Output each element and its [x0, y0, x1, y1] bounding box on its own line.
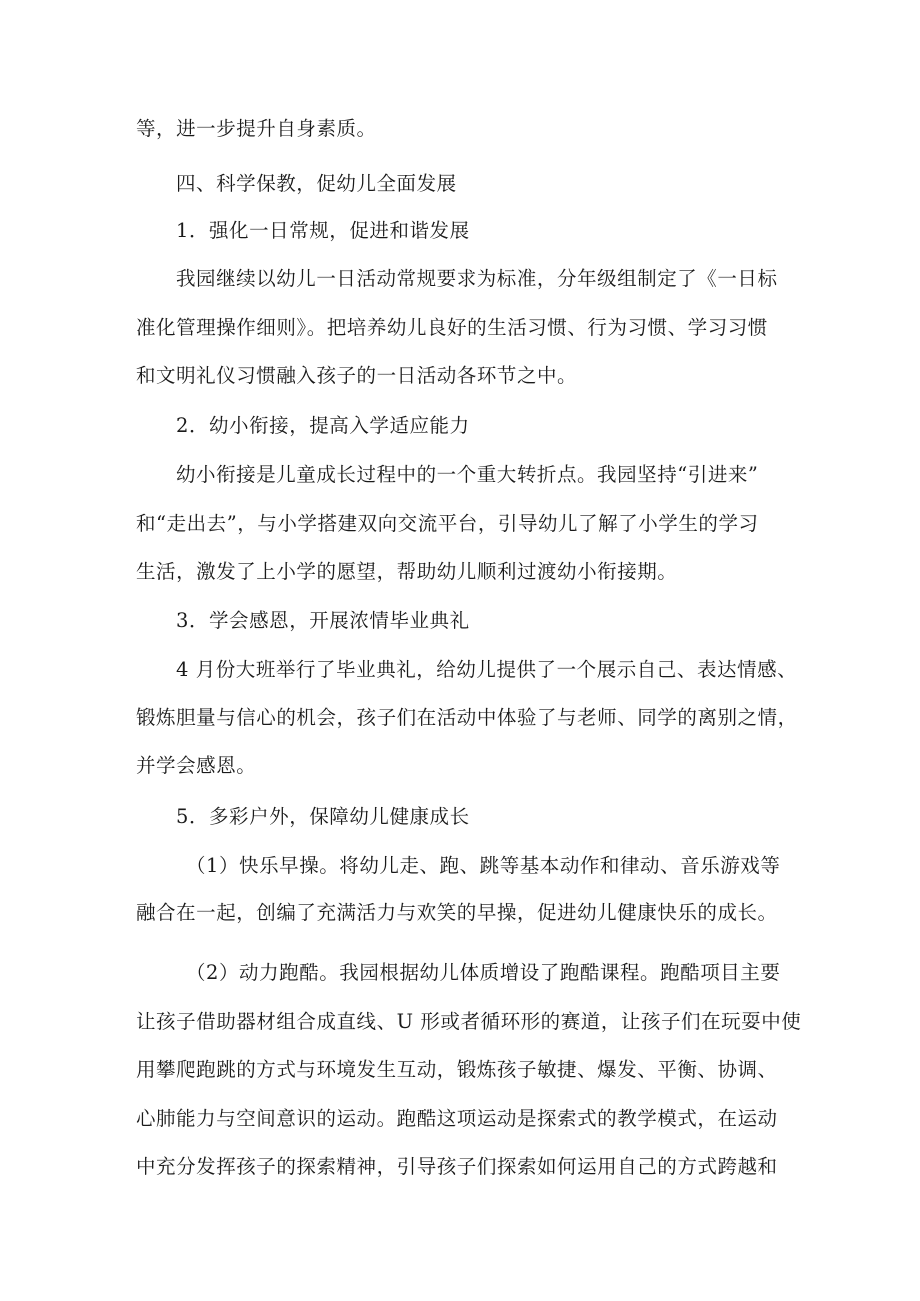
paragraph-line: 和“走出去”，与小学搭建双向交流平台，引导幼儿了解了小学生的学习	[136, 512, 759, 535]
paragraph-line: 用攀爬跑跳的方式与环境发生互动，锻炼孩子敏捷、爆发、平衡、协调、	[136, 1058, 778, 1081]
paragraph-line: 锻炼胆量与信心的机会，孩子们在活动中体验了与老师、同学的离别之情，	[136, 706, 798, 729]
paragraph-line: 我园继续以幼儿一日活动常规要求为标准，分年级组制定了《一日标	[176, 267, 778, 290]
paragraph-line: 准化管理操作细则》。把培养幼儿良好的生活习惯、行为习惯、学习习惯	[136, 316, 768, 339]
subsection-heading: 1．强化一日常规，促进和谐发展	[176, 219, 470, 242]
paragraph-line: （1）快乐早操。将幼儿走、跑、跳等基本动作和律动、音乐游戏等	[186, 854, 781, 877]
paragraph-line: 让孩子借助器材组合成直线、U 形或者循环形的赛道，让孩子们在玩耍中使	[136, 1010, 802, 1033]
paragraph-line: 中充分发挥孩子的探索精神，引导孩子们探索如何运用自己的方式跨越和	[136, 1155, 778, 1178]
subsection-heading: 2．幼小衔接，提高入学适应能力	[176, 414, 470, 437]
subsection-heading: 5．多彩户外，保障幼儿健康成长	[176, 805, 470, 828]
paragraph-line: 和文明礼仪习惯融入孩子的一日活动各环节之中。	[136, 364, 578, 387]
paragraph-line: 生活，激发了上小学的愿望，帮助幼儿顺利过渡幼小衔接期。	[136, 560, 678, 583]
paragraph-line: 4 月份大班举行了毕业典礼，给幼儿提供了一个展示自己、表达情感、	[176, 658, 798, 681]
paragraph-line: （2）动力跑酷。我园根据幼儿体质增设了跑酷课程。跑酷项目主要	[186, 961, 781, 984]
section-heading: 四、科学保教，促幼儿全面发展	[176, 172, 457, 195]
paragraph-line: 幼小衔接是儿童成长过程中的一个重大转折点。我园坚持“引进来”	[176, 463, 759, 486]
paragraph-line: 并学会感恩。	[136, 754, 257, 777]
subsection-heading: 3．学会感恩，开展浓情毕业典礼	[176, 609, 470, 632]
text-line: 等，进一步提升自身素质。	[136, 117, 377, 140]
paragraph-line: 融合在一起，创编了充满活力与欢笑的早操，促进幼儿健康快乐的成长。	[136, 901, 778, 924]
paragraph-line: 心肺能力与空间意识的运动。跑酷这项运动是探索式的教学模式，在运动	[136, 1107, 778, 1130]
